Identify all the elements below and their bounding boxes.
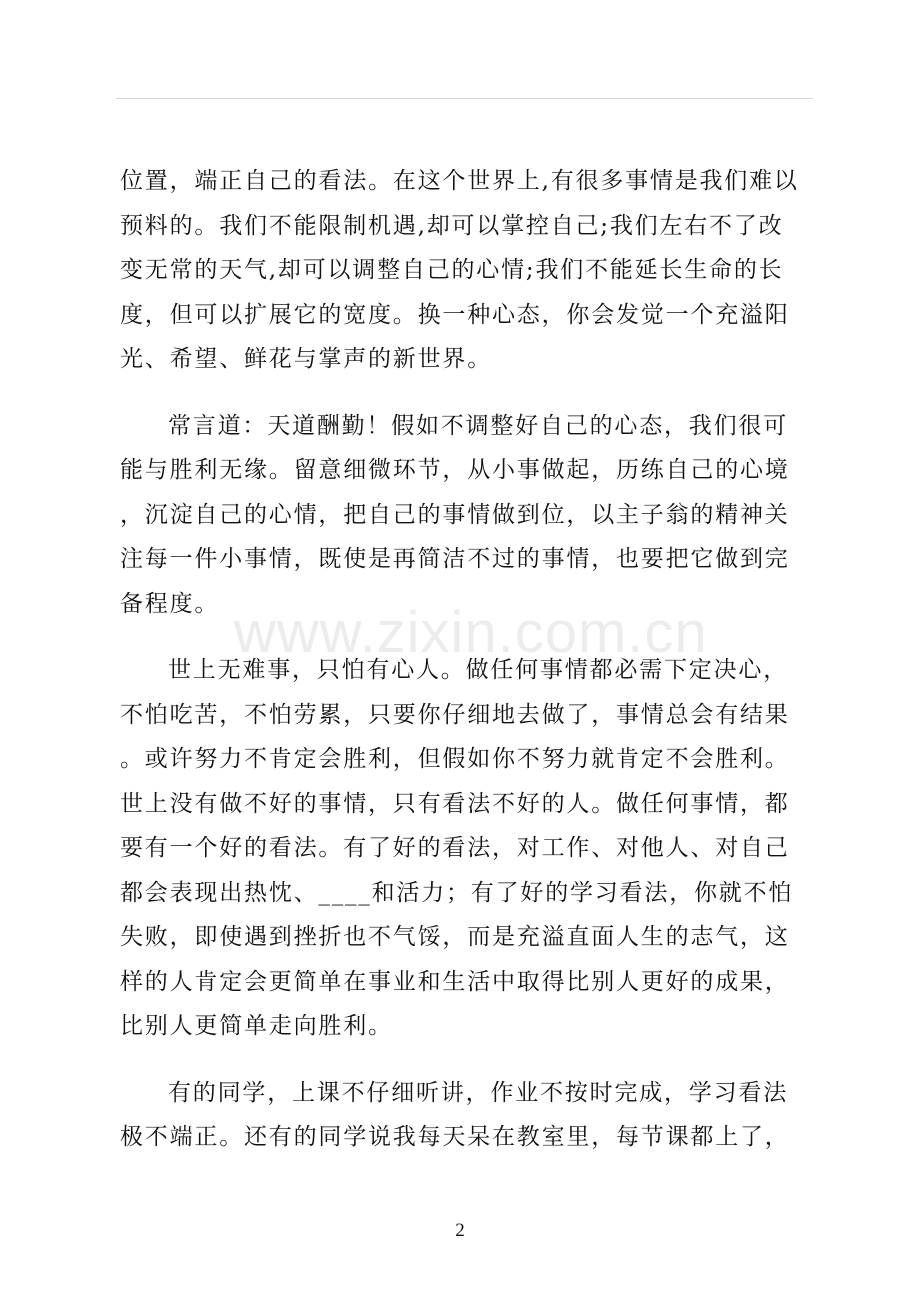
text-line: 位置，端正自己的看法。在这个世界上,有很多事情是我们难以 <box>120 168 799 194</box>
text-line: ，沉淀自己的心情，把自己的事情做到位，以主子翁的精神关 <box>120 501 790 528</box>
text-line: 。或许努力不肯定会胜利，但假如你不努力就肯定不会胜利。 <box>120 746 790 772</box>
watermark: www.zixin.com.cn <box>234 600 708 665</box>
text-line: 常言道：天道酬勤！假如不调整好自己的心态，我们很可 <box>168 412 788 439</box>
header-divider <box>116 98 813 99</box>
text-line: 世上无难事，只怕有心人。做任何事情都必需下定决心， <box>168 657 788 683</box>
text-line: 预料的。我们不能限制机遇,却可以掌控自己;我们左右不了改 <box>120 212 784 239</box>
body-text <box>120 159 799 1182</box>
text-line: 比别人更简单走向胜利。 <box>120 1013 393 1039</box>
paragraph-3 <box>120 648 792 1049</box>
text-line: 有的同学，上课不仔细听讲，作业不按时完成，学习看法 <box>168 1079 788 1106</box>
text-line: 世上没有做不好的事情，只有看法不好的人。做任何事情，都 <box>120 790 790 817</box>
paragraph-2 <box>120 404 792 627</box>
text-line: 样的人肯定会更简单在事业和生活中取得比别人更好的成果， <box>120 968 790 995</box>
text-line: 度，但可以扩展它的宽度。换一种心态，你会发觉一个充溢阳 <box>120 301 790 328</box>
text-line: 备程度。 <box>120 590 220 617</box>
paragraph-1 <box>120 159 799 382</box>
text-line: 要有一个好的看法。有了好的看法，对工作、对他人、对自己 <box>120 835 790 861</box>
text-line: 变无常的天气,却可以调整自己的心情;我们不能延长生命的长 <box>120 257 784 283</box>
text-line: 失败，即使遇到挫折也不气馁，而是充溢直面人生的志气，这 <box>120 924 790 950</box>
paragraph-4 <box>120 1071 792 1160</box>
text-line: 都会表现出热忱、____和活力；有了好的学习看法，你就不怕 <box>120 879 794 906</box>
text-line: 能与胜利无缘。留意细微环节，从小事做起，历练自己的心境 <box>120 457 790 483</box>
text-line: 注每一件小事情，既使是再简洁不过的事情，也要把它做到完 <box>120 546 790 572</box>
text-line: 光、希望、鲜花与掌声的新世界。 <box>120 346 492 372</box>
text-line: 不怕吃苦，不怕劳累，只要你仔细地去做了，事情总会有结果 <box>120 701 790 728</box>
page-number: 2 <box>455 1220 465 1241</box>
text-line: 极不端正。还有的同学说我每天呆在教室里，每节课都上了， <box>120 1124 790 1150</box>
